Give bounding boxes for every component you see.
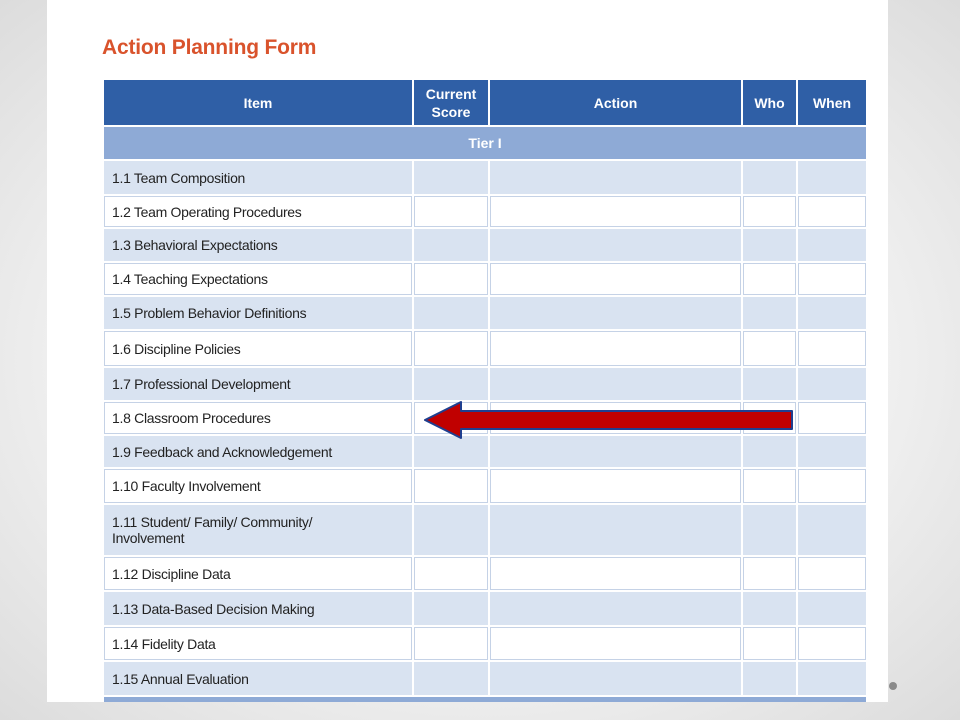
table-row [103, 228, 867, 262]
when-cell[interactable] [797, 195, 867, 228]
table-row [103, 591, 867, 626]
table-row [103, 556, 867, 591]
table-row [103, 661, 867, 696]
when-cell[interactable] [797, 661, 867, 696]
action-cell[interactable] [489, 468, 742, 504]
who-cell[interactable] [742, 468, 797, 504]
row-item-label: 1.3 Behavioral Expectations [103, 228, 413, 262]
action-cell[interactable] [489, 556, 742, 591]
table-row [103, 504, 867, 556]
when-cell[interactable] [797, 330, 867, 367]
table-header-row [103, 79, 867, 126]
when-cell[interactable] [797, 367, 867, 401]
who-cell[interactable] [742, 195, 797, 228]
when-cell[interactable] [797, 626, 867, 661]
who-cell[interactable] [742, 330, 797, 367]
row-item-label: 1.4 Teaching Expectations [103, 262, 413, 296]
table-row [103, 296, 867, 330]
row-item-label: 1.15 Annual Evaluation [103, 661, 413, 696]
header-current-score [413, 79, 489, 126]
row-item-label: 1.8 Classroom Procedures [103, 401, 413, 435]
who-cell[interactable] [742, 661, 797, 696]
header-action: Action [489, 79, 742, 126]
action-cell[interactable] [489, 626, 742, 661]
who-cell[interactable] [742, 367, 797, 401]
tier-row [103, 126, 867, 160]
header-item: Item [103, 79, 413, 126]
action-cell[interactable] [489, 591, 742, 626]
current-score-cell[interactable] [413, 556, 489, 591]
who-cell[interactable] [742, 504, 797, 556]
when-cell[interactable] [797, 435, 867, 468]
table-row [103, 160, 867, 195]
when-cell[interactable] [797, 504, 867, 556]
table-row [103, 262, 867, 296]
row-item-label: 1.2 Team Operating Procedures [103, 195, 413, 228]
current-score-cell[interactable] [413, 330, 489, 367]
action-cell[interactable] [489, 504, 742, 556]
who-cell[interactable] [742, 296, 797, 330]
when-cell[interactable] [797, 468, 867, 504]
who-cell[interactable] [742, 591, 797, 626]
when-cell[interactable] [797, 296, 867, 330]
row-item-label: 1.1 Team Composition [103, 160, 413, 195]
table-row [103, 195, 867, 228]
current-score-cell[interactable] [413, 262, 489, 296]
row-item-label: 1.9 Feedback and Acknowledgement [103, 435, 413, 468]
document-page [47, 0, 888, 702]
row-item-label: 1.6 Discipline Policies [103, 330, 413, 367]
action-planning-table [102, 78, 868, 702]
who-cell[interactable] [742, 626, 797, 661]
header-current-score-line1: Current [425, 85, 477, 102]
who-cell[interactable] [742, 160, 797, 195]
action-cell[interactable] [489, 228, 742, 262]
who-cell[interactable] [742, 262, 797, 296]
row-item-label: 1.11 Student/ Family/ Community/ Involvement [103, 504, 413, 556]
action-cell[interactable] [489, 330, 742, 367]
current-score-cell[interactable] [413, 160, 489, 195]
table-footer-band [103, 696, 867, 702]
left-arrow-icon [423, 400, 795, 440]
when-cell[interactable] [797, 160, 867, 195]
current-score-cell[interactable] [413, 228, 489, 262]
row-item-label: 1.12 Discipline Data [103, 556, 413, 591]
current-score-cell[interactable] [413, 296, 489, 330]
current-score-cell[interactable] [413, 367, 489, 401]
action-cell[interactable] [489, 195, 742, 228]
table-row [103, 367, 867, 401]
arrow-shape [425, 402, 792, 438]
table-row [103, 468, 867, 504]
header-current-score-line2: Score [431, 103, 471, 120]
row-item-label: 1.14 Fidelity Data [103, 626, 413, 661]
who-cell[interactable] [742, 556, 797, 591]
action-cell[interactable] [489, 296, 742, 330]
current-score-cell[interactable] [413, 468, 489, 504]
current-score-cell[interactable] [413, 195, 489, 228]
header-when: When [797, 79, 867, 126]
row-item-label: 1.5 Problem Behavior Definitions [103, 296, 413, 330]
action-cell[interactable] [489, 262, 742, 296]
row-item-label: 1.13 Data-Based Decision Making [103, 591, 413, 626]
current-score-cell[interactable] [413, 626, 489, 661]
when-cell[interactable] [797, 262, 867, 296]
current-score-cell[interactable] [413, 661, 489, 696]
when-cell[interactable] [797, 401, 867, 435]
header-who: Who [742, 79, 797, 126]
table-footer-row [103, 696, 867, 702]
row-item-label: 1.10 Faculty Involvement [103, 468, 413, 504]
who-cell[interactable] [742, 228, 797, 262]
when-cell[interactable] [797, 591, 867, 626]
current-score-cell[interactable] [413, 591, 489, 626]
row-item-label: 1.7 Professional Development [103, 367, 413, 401]
when-cell[interactable] [797, 556, 867, 591]
current-score-cell[interactable] [413, 504, 489, 556]
action-cell[interactable] [489, 160, 742, 195]
action-cell[interactable] [489, 661, 742, 696]
table-row [103, 626, 867, 661]
when-cell[interactable] [797, 228, 867, 262]
slide-bullet-dot [889, 682, 897, 690]
action-cell[interactable] [489, 367, 742, 401]
page-title: Action Planning Form [102, 36, 317, 59]
table-row [103, 330, 867, 367]
tier-label: Tier I [103, 126, 867, 160]
